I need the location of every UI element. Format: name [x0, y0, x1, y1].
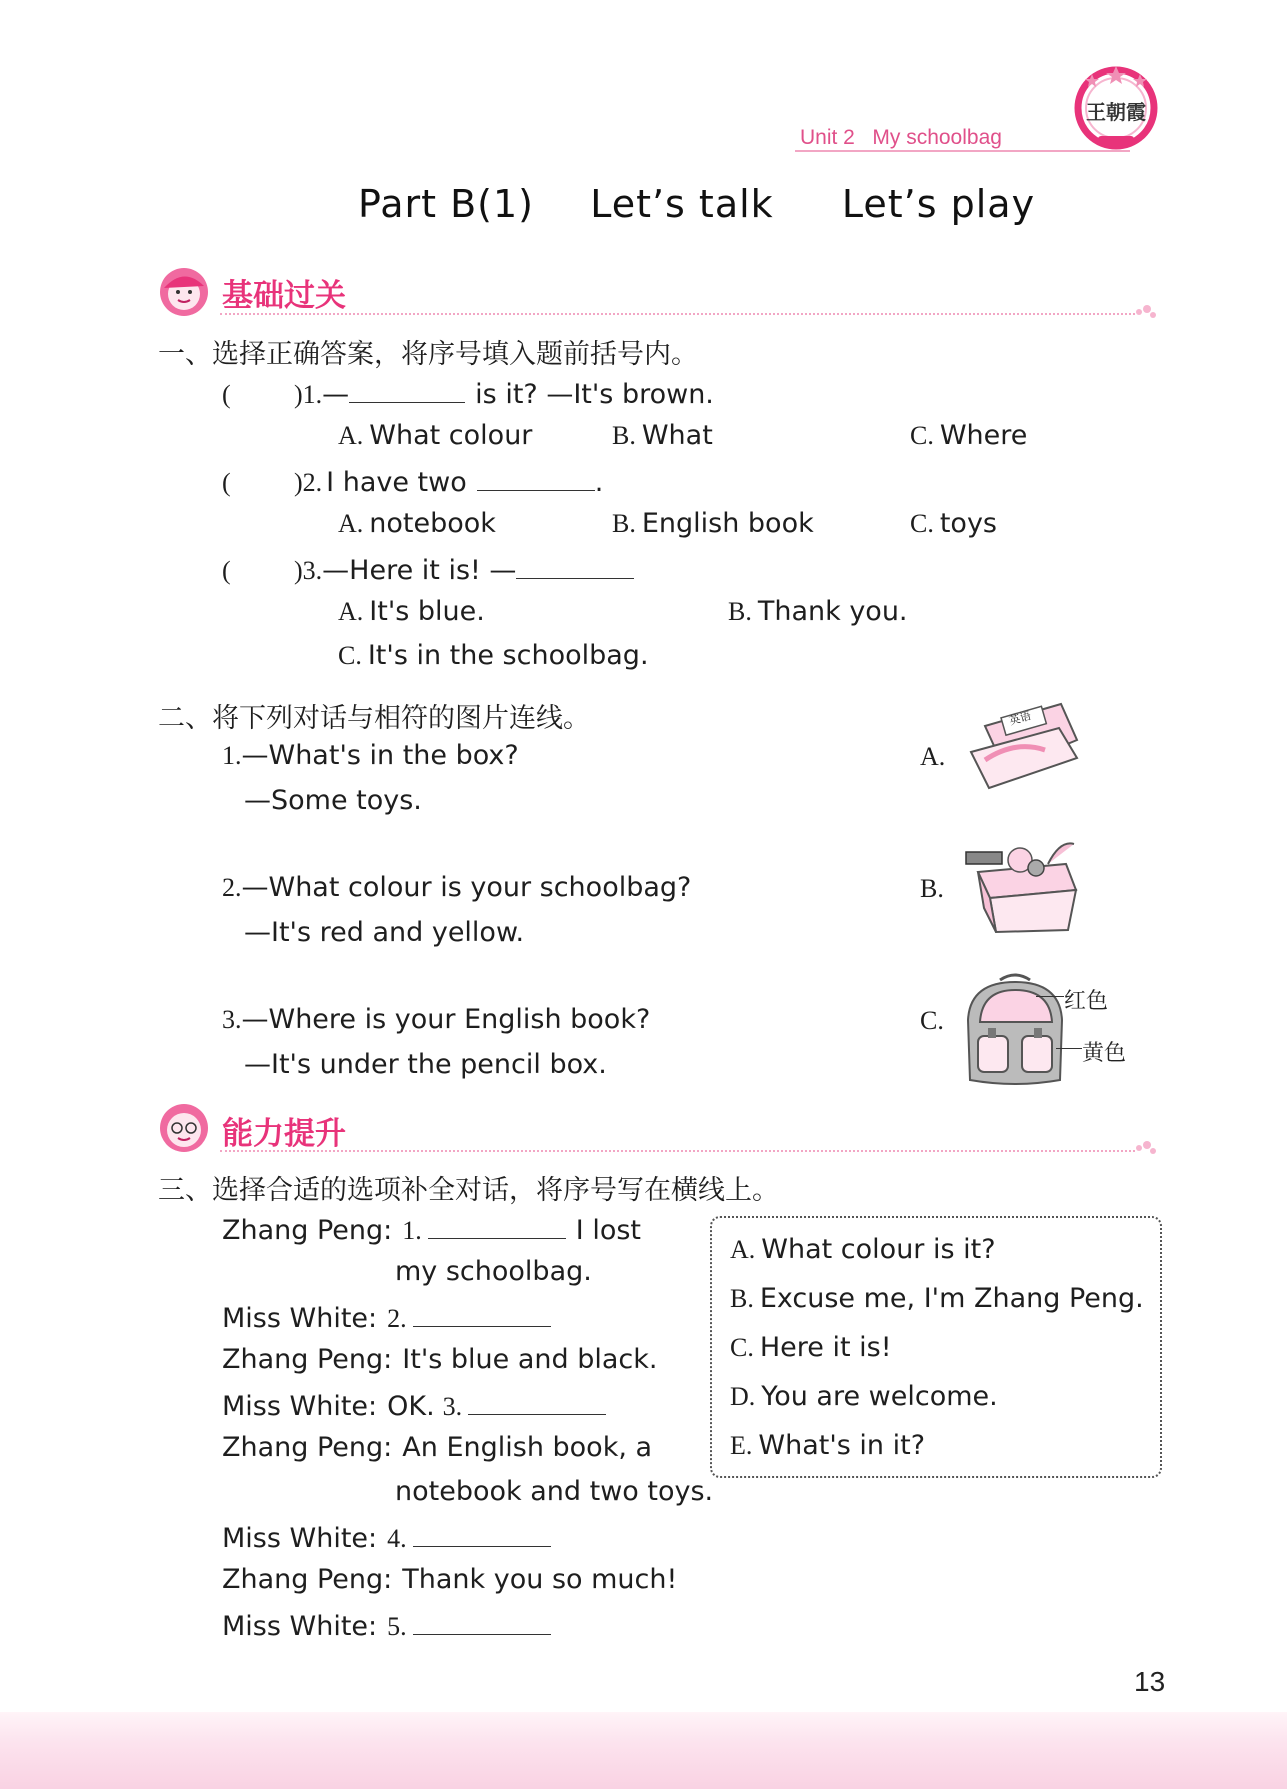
question-suffix: is it? —It's brown. — [475, 379, 714, 410]
logo-text: 王朝霞 — [1086, 100, 1146, 124]
red-label: 红色 — [1064, 989, 1109, 1014]
answer-blank[interactable] — [349, 376, 465, 403]
red-label-line — [1036, 996, 1064, 997]
match-dialogue-2: 2. —What colour is your schoolbag? —It's red and yellow. — [222, 872, 692, 948]
unit-label: Unit 2 — [800, 126, 855, 149]
mc-question-2 — [222, 464, 603, 498]
option-a[interactable]: A. What colour — [338, 420, 533, 451]
option-a[interactable]: A. notebook — [338, 508, 496, 539]
speaker: Miss White: — [222, 1391, 378, 1422]
section1-title: 基础过关 — [222, 278, 346, 314]
option-c[interactable]: C. It's in the schoolbag. — [338, 640, 649, 671]
dialogue-line-3 — [222, 1344, 657, 1375]
toy-box-picture[interactable] — [962, 834, 1088, 934]
dialogue-text: It's blue and black. — [402, 1344, 658, 1375]
title-play: Let’s play — [841, 182, 1036, 226]
title-part: Part B(1) — [358, 182, 534, 226]
answer-blank[interactable] — [516, 552, 634, 579]
question2-title: 二、将下列对话与相符的图片连线。 — [158, 703, 590, 734]
speaker: Zhang Peng: — [222, 1564, 393, 1595]
dialogue-continuation: my schoolbag. — [395, 1256, 592, 1287]
dialogue-line-8 — [222, 1608, 551, 1642]
match-dialogue-1: 1. —What's in the box? —Some toys. — [222, 740, 519, 816]
footer-band — [0, 1712, 1287, 1789]
dialogue-line-2 — [222, 1300, 551, 1334]
choice-b: B. Excuse me, I'm Zhang Peng. — [730, 1283, 1144, 1314]
girl-mascot — [158, 266, 214, 318]
option-c[interactable]: C. Where — [910, 420, 1028, 451]
match-line: —Where is your English book? — [241, 1004, 651, 1035]
speaker: Zhang Peng: — [222, 1432, 393, 1463]
choices-box — [710, 1216, 1162, 1478]
boy-mascot — [158, 1102, 214, 1154]
answer-blank[interactable] — [413, 1608, 551, 1635]
picture-b-letter: B. — [920, 874, 944, 903]
pencil-box-picture[interactable] — [965, 700, 1085, 796]
yellow-label: 黄色 — [1082, 1041, 1127, 1066]
choice-c: C. Here it is! — [730, 1332, 892, 1363]
choice-a: A. What colour is it? — [730, 1234, 996, 1265]
page-title — [358, 182, 1035, 226]
blank-number: 1. — [402, 1216, 422, 1245]
match-reply: —It's under the pencil box. — [244, 1049, 607, 1080]
title-talk: Let’s talk — [590, 182, 774, 226]
question-prefix: — — [322, 379, 350, 410]
dialogue-line-6 — [222, 1520, 551, 1554]
header-unit — [800, 126, 1002, 150]
boy-mascot-icon — [158, 1102, 214, 1154]
choice-e: E. What's in it? — [730, 1430, 926, 1461]
unit-title: My schoolbag — [872, 126, 1002, 149]
question-number: )2. — [294, 468, 323, 497]
mc-options-1 — [338, 420, 1027, 451]
section2-title: 能力提升 — [222, 1116, 346, 1152]
answer-blank[interactable] — [413, 1300, 551, 1327]
yellow-label-line — [1056, 1048, 1082, 1049]
picture-a-letter: A. — [920, 742, 946, 771]
question3-title: 三、选择合适的选项补全对话，将序号写在横线上。 — [158, 1175, 779, 1206]
mc-question-3 — [222, 552, 634, 586]
dialogue-text: I lost — [575, 1215, 642, 1246]
option-c[interactable]: C. toys — [910, 508, 997, 539]
dialogue-text: OK. — [387, 1391, 435, 1422]
choice-d: D. You are welcome. — [730, 1381, 998, 1412]
mc-options-3b — [338, 640, 649, 671]
match-dialogue-3: 3. —Where is your English book? —It's under the pencil box. — [222, 1004, 651, 1080]
speaker: Miss White: — [222, 1303, 378, 1334]
question-number: )1. — [294, 380, 323, 409]
answer-paren[interactable]: ( — [222, 380, 231, 409]
match-line: —What colour is your schoolbag? — [241, 872, 692, 903]
book-label: 英语 — [1007, 709, 1033, 728]
question-number: )3. — [294, 556, 323, 585]
dialogue-text: An English book, a — [402, 1432, 653, 1463]
speaker: Miss White: — [222, 1611, 378, 1642]
page-number: 13 — [1134, 1666, 1166, 1697]
question-suffix: . — [594, 467, 604, 498]
answer-paren[interactable]: ( — [222, 468, 231, 497]
option-a[interactable]: A. It's blue. — [338, 596, 485, 627]
dialogue-line-1 — [222, 1212, 641, 1246]
answer-blank[interactable] — [468, 1388, 606, 1415]
dots-decoration — [1135, 304, 1157, 320]
mc-question-1 — [222, 376, 714, 410]
schoolbag-icon — [960, 970, 1070, 1090]
picture-c-letter: C. — [920, 1006, 944, 1035]
answer-blank[interactable] — [477, 464, 595, 491]
section2-divider — [220, 1150, 1135, 1152]
question-prefix: —Here it is! — — [322, 555, 517, 586]
toy-box-icon — [962, 834, 1088, 934]
dialogue-line-5 — [222, 1432, 652, 1463]
blank-number: 5. — [387, 1612, 407, 1641]
question-prefix: I have two — [326, 467, 467, 498]
brand-logo — [1072, 64, 1160, 152]
speaker: Zhang Peng: — [222, 1215, 393, 1246]
answer-blank[interactable] — [428, 1212, 566, 1239]
blank-number: 3. — [442, 1392, 463, 1421]
answer-blank[interactable] — [413, 1520, 551, 1547]
dialogue-continuation: notebook and two toys. — [395, 1476, 714, 1507]
match-reply: —It's red and yellow. — [244, 917, 525, 948]
schoolbag-picture[interactable] — [960, 970, 1070, 1090]
option-b[interactable]: B. English book — [612, 508, 814, 539]
speaker: Miss White: — [222, 1523, 378, 1554]
dialogue-text: Thank you so much! — [402, 1564, 678, 1595]
dialogue-line-7 — [222, 1564, 677, 1595]
girl-mascot-icon — [158, 266, 214, 318]
match-line: —What's in the box? — [241, 740, 519, 771]
dialogue-line-4 — [222, 1388, 606, 1422]
blank-number: 4. — [387, 1524, 407, 1553]
mc-options-2 — [338, 508, 997, 539]
question1-title: 一、选择正确答案，将序号填入题前括号内。 — [158, 339, 698, 370]
option-b[interactable]: B. What — [612, 420, 713, 451]
mc-options-3a — [338, 596, 908, 627]
match-reply: —Some toys. — [244, 785, 422, 816]
section1-divider — [220, 313, 1135, 315]
speaker: Zhang Peng: — [222, 1344, 393, 1375]
answer-paren[interactable]: ( — [222, 556, 231, 585]
option-b[interactable]: B. Thank you. — [728, 596, 908, 627]
dots-decoration — [1135, 1140, 1157, 1156]
blank-number: 2. — [387, 1304, 407, 1333]
